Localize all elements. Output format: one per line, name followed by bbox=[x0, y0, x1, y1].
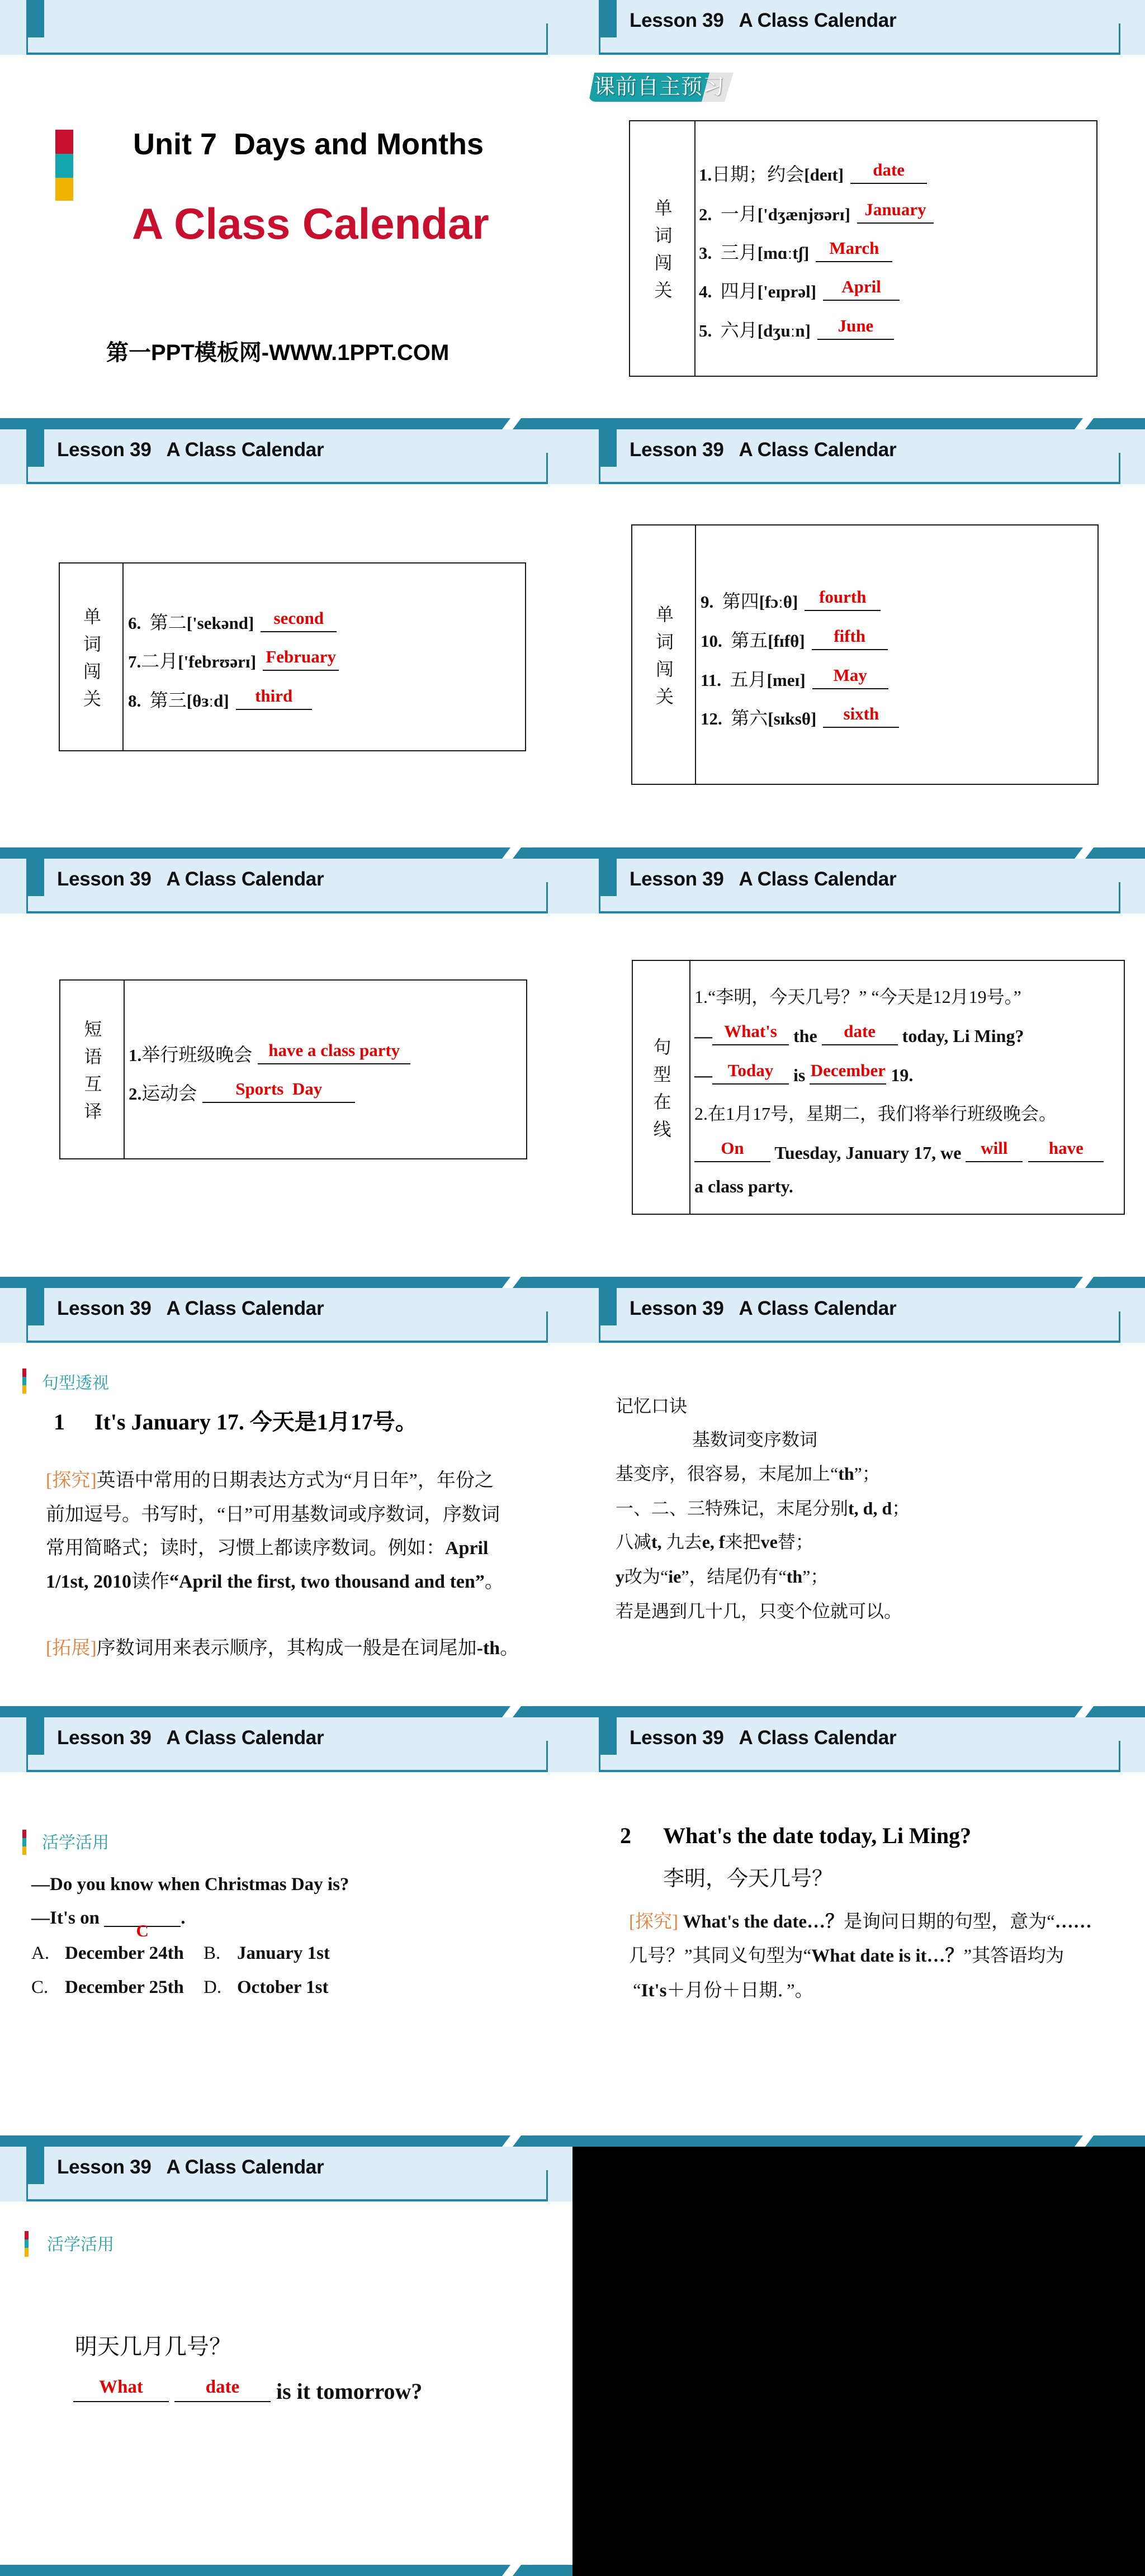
option-text: December 24th bbox=[65, 1943, 184, 1963]
option-d bbox=[204, 1976, 328, 1999]
table-label-cell bbox=[60, 564, 122, 750]
header-accent-block bbox=[26, 859, 44, 896]
question-1-prompt bbox=[694, 986, 1021, 1008]
text-segment: y bbox=[616, 1566, 624, 1587]
slide-vocab-1 bbox=[572, 0, 1145, 429]
footer-bar bbox=[0, 2135, 572, 2147]
text-segment: It's bbox=[641, 1981, 667, 2001]
answer-blank bbox=[258, 1040, 410, 1064]
text-segment: 常用简略式；读时，习惯上都读序数词。例如： bbox=[46, 1538, 445, 1559]
text-segment: ie bbox=[668, 1566, 682, 1587]
answer-text: fifth bbox=[834, 626, 866, 646]
item-chinese: 运动会 bbox=[141, 1084, 197, 1104]
answer-text: Today bbox=[727, 1060, 774, 1080]
vocab-table bbox=[631, 524, 1099, 785]
heading-sentence: What's the date today, Li Ming? bbox=[663, 1823, 972, 1848]
prompt-chinese: 明天几月几号？ bbox=[75, 2334, 231, 2359]
mnemonic-line bbox=[616, 1565, 828, 1588]
item-number: 3. bbox=[699, 243, 721, 263]
mnemonic-subtitle: 基数词变序数词 bbox=[692, 1429, 818, 1450]
item-phonetic: [mɑːtʃ] bbox=[757, 243, 810, 263]
mnemonic-line bbox=[616, 1497, 910, 1519]
text-segment: 基变序，很容易，末尾加上“ bbox=[616, 1464, 839, 1484]
table-label-cell bbox=[633, 961, 689, 1214]
text-segment: ＋月份＋日期．”。 bbox=[666, 1981, 813, 2001]
item-phonetic: [fɔːθ] bbox=[759, 592, 798, 612]
heading-number: 2 bbox=[620, 1823, 631, 1848]
teal-accent-bar bbox=[55, 154, 73, 178]
answer-blank bbox=[857, 200, 934, 224]
slide-sentence-analysis-1 bbox=[0, 1288, 572, 1717]
heading-number: 1 bbox=[54, 1409, 65, 1434]
text-segment: 若是遇到几十几，只变个位就可以。 bbox=[616, 1601, 902, 1621]
section-label: 句型透视 bbox=[42, 1374, 109, 1393]
answer-blank bbox=[823, 704, 899, 728]
header-accent-block bbox=[599, 859, 617, 896]
header-accent-block bbox=[599, 0, 617, 37]
footer-bar bbox=[572, 1706, 1145, 1717]
table-label-cell bbox=[630, 121, 694, 376]
item-phonetic: [deɪt] bbox=[804, 165, 844, 184]
item-chinese: 第四 bbox=[722, 592, 759, 612]
answer-blank bbox=[823, 277, 900, 301]
text-segment: t, d, d bbox=[848, 1498, 892, 1518]
item-number: 10. bbox=[701, 631, 731, 651]
header-accent-block bbox=[26, 2147, 44, 2184]
fill-line bbox=[73, 2378, 422, 2405]
section-label: 活学活用 bbox=[42, 1834, 109, 1852]
answer-blank bbox=[202, 1079, 355, 1103]
slide-vocab-3 bbox=[572, 429, 1145, 859]
option-a bbox=[31, 1942, 184, 1964]
header-accent-block bbox=[26, 429, 44, 467]
sentence-segment: the bbox=[789, 1026, 822, 1046]
option-text: October 1st bbox=[237, 1977, 329, 1997]
slide-phrases bbox=[0, 859, 572, 1288]
answer-suffix: . bbox=[181, 1908, 186, 1928]
sentence-segment: is bbox=[789, 1065, 810, 1085]
vocab-item bbox=[699, 316, 894, 342]
prompt-text: 1.“李明，今天几号？” “今天是12月19号。” bbox=[694, 987, 1021, 1007]
sentence-segment: today, Li Ming? bbox=[897, 1026, 1024, 1046]
vocab-item bbox=[701, 665, 888, 692]
answer-blank bbox=[816, 238, 892, 262]
item-number: 7. bbox=[128, 652, 141, 671]
answer-blank bbox=[850, 160, 927, 184]
answer-text: date bbox=[844, 1021, 876, 1041]
answer-blank bbox=[712, 1021, 789, 1045]
section-marker-icon bbox=[22, 1368, 26, 1394]
lesson-header-title: Lesson 39 A Class Calendar bbox=[57, 439, 324, 461]
item-number: 2. bbox=[129, 1084, 142, 1104]
header-accent-block bbox=[26, 0, 44, 37]
lesson-header-title: Lesson 39 A Class Calendar bbox=[57, 868, 324, 890]
answer-text: third bbox=[255, 686, 293, 705]
answer-line bbox=[31, 1907, 186, 1940]
answer-blank bbox=[104, 1910, 181, 1940]
option-text: January 1st bbox=[237, 1943, 330, 1963]
answer-blank bbox=[812, 626, 888, 650]
item-chinese: 举行班级晚会 bbox=[141, 1045, 253, 1066]
question-2-line-1 bbox=[694, 1138, 1104, 1164]
vocab-item bbox=[699, 238, 892, 264]
option-letter: A. bbox=[31, 1943, 50, 1963]
item-chinese: 日期；约会 bbox=[712, 165, 805, 185]
item-number: 8. bbox=[128, 691, 150, 711]
section-label: 活学活用 bbox=[47, 2236, 114, 2254]
vocab-item bbox=[701, 587, 881, 613]
mnemonic-line bbox=[616, 1600, 902, 1622]
header-accent-block bbox=[26, 1288, 44, 1325]
answer-text: sixth bbox=[843, 704, 879, 723]
item-number: 1. bbox=[129, 1045, 142, 1065]
table-divider bbox=[694, 121, 695, 376]
item-chinese: 四月 bbox=[720, 282, 758, 302]
option-letter: C. bbox=[31, 1977, 49, 1997]
option-b bbox=[204, 1942, 330, 1964]
table-divider bbox=[122, 564, 124, 750]
answer-text: February bbox=[266, 647, 337, 666]
vocab-item bbox=[699, 200, 934, 226]
mnemonic-title: 记忆口诀 bbox=[616, 1396, 688, 1416]
text-segment: t, bbox=[651, 1532, 662, 1552]
vocab-item bbox=[701, 626, 888, 652]
footer-bar bbox=[0, 2565, 572, 2576]
explore-line bbox=[46, 1470, 494, 1492]
lesson-header-title: Lesson 39 A Class Calendar bbox=[630, 868, 897, 890]
answer-text: What's bbox=[724, 1021, 777, 1041]
text-segment: 八减 bbox=[616, 1532, 652, 1552]
text-segment: “April the first, two thousand and ten” bbox=[169, 1571, 485, 1592]
table-label: 单词闯关 bbox=[652, 198, 673, 308]
text-segment: What's the date…？ bbox=[678, 1912, 844, 1932]
answer-text: April bbox=[841, 277, 881, 296]
lesson-title: A Class Calendar bbox=[132, 199, 489, 248]
answer-text: date bbox=[205, 2377, 240, 2397]
item-number: 5. bbox=[699, 321, 721, 340]
slide-practice-choice bbox=[0, 1717, 572, 2147]
dash: — bbox=[694, 1065, 712, 1085]
dash: — bbox=[694, 1026, 712, 1046]
footer-bar bbox=[572, 418, 1145, 429]
answer-text: March bbox=[829, 238, 879, 258]
answer-text: On bbox=[721, 1138, 744, 1158]
header-accent-block bbox=[599, 1288, 617, 1325]
answer-blank bbox=[263, 647, 339, 671]
answer-text: Sports Day bbox=[235, 1079, 323, 1098]
text-segment: What date is it…？ bbox=[811, 1946, 964, 1966]
table-divider bbox=[124, 981, 125, 1158]
text-segment: 序数词用来表示顺序，其构成一般是在词尾加 bbox=[96, 1638, 477, 1659]
explore-line bbox=[629, 1911, 1092, 1933]
vocab-item bbox=[128, 686, 312, 712]
header-frame bbox=[26, 23, 548, 55]
item-phonetic: [fɪfθ] bbox=[768, 631, 805, 651]
text-segment: -th bbox=[476, 1638, 500, 1659]
item-number: 1. bbox=[699, 165, 712, 184]
item-phonetic: ['eɪprəl] bbox=[757, 282, 817, 301]
unit-title: Unit 7 Days and Months bbox=[133, 127, 484, 161]
item-phonetic: [θɜːd] bbox=[186, 691, 229, 711]
answer-prefix: —It's on bbox=[31, 1908, 105, 1928]
lesson-header-title: Lesson 39 A Class Calendar bbox=[57, 1298, 324, 1319]
text-segment: 来把 bbox=[725, 1532, 761, 1552]
item-phonetic: [dʒuːn] bbox=[757, 321, 811, 340]
item-phonetic: ['febrʊərɪ] bbox=[178, 652, 257, 671]
sentence-segment: a class party. bbox=[694, 1176, 793, 1196]
answer-text: C bbox=[136, 1921, 149, 1940]
table-label: 单词闯关 bbox=[654, 604, 674, 714]
answer-text: will bbox=[981, 1138, 1008, 1158]
text-segment: 英语中常用的日期表达方式为“月日年”，年份之 bbox=[96, 1470, 494, 1491]
text-segment: th bbox=[786, 1566, 803, 1587]
sentence-segment: Tuesday, January 17, we bbox=[770, 1143, 966, 1163]
text-segment: ve bbox=[760, 1532, 778, 1552]
answer-blank bbox=[817, 316, 894, 340]
explore-tag: [探究] bbox=[629, 1912, 678, 1932]
answer-text: January bbox=[864, 200, 926, 219]
text-segment: ”； bbox=[802, 1566, 829, 1587]
text-segment: 读作 bbox=[131, 1571, 169, 1592]
text-segment: ”，结尾仍有“ bbox=[681, 1566, 787, 1587]
phrase-table bbox=[59, 979, 527, 1159]
answer-blank bbox=[810, 1060, 886, 1085]
footer-bar bbox=[572, 847, 1145, 859]
slide-title bbox=[0, 0, 572, 429]
phrase-item bbox=[129, 1079, 355, 1105]
option-letter: D. bbox=[204, 1977, 222, 1997]
item-phonetic: ['dʒænjʊərɪ] bbox=[757, 205, 850, 224]
answer-blank bbox=[822, 1021, 898, 1045]
question-2-line-2 bbox=[694, 1175, 793, 1197]
text-segment: ； bbox=[892, 1498, 910, 1518]
vocab-item bbox=[699, 160, 927, 186]
text-segment: 是询问日期的句型，意为“ bbox=[844, 1912, 1055, 1932]
mnemonic-line bbox=[616, 1531, 813, 1553]
item-chinese: 二月 bbox=[141, 652, 178, 672]
sentence-segment: 19. bbox=[891, 1065, 914, 1085]
table-label: 短语互译 bbox=[82, 1019, 102, 1129]
heading-sentence: It's January 17. 今天是1月17号。 bbox=[94, 1409, 418, 1434]
answer-text: have bbox=[1048, 1138, 1084, 1158]
slide-practice-fill bbox=[0, 2147, 572, 2576]
text-segment: ”其答语均为 bbox=[963, 1946, 1064, 1966]
vocab-item bbox=[699, 277, 900, 303]
item-number: 2. bbox=[699, 205, 721, 224]
explore-line bbox=[633, 1980, 813, 2002]
text-segment: …… bbox=[1054, 1912, 1092, 1932]
answer-blank bbox=[805, 587, 881, 611]
section-marker-icon bbox=[22, 1830, 26, 1855]
item-phonetic: [meɪ] bbox=[767, 670, 806, 690]
footer-bar bbox=[572, 2135, 1145, 2147]
red-accent-bar bbox=[55, 130, 73, 154]
item-phonetic: ['sekənd] bbox=[186, 613, 254, 633]
slide-sentence-analysis-2 bbox=[572, 1717, 1145, 2147]
answer-blank bbox=[1028, 1138, 1104, 1162]
vocab-item bbox=[128, 647, 339, 673]
answer-text: June bbox=[838, 316, 874, 335]
table-label: 句型在线 bbox=[651, 1037, 671, 1147]
vocab-item bbox=[128, 608, 337, 634]
item-chinese: 第二 bbox=[149, 613, 187, 633]
item-chinese: 三月 bbox=[720, 243, 758, 263]
footer-bar bbox=[0, 1706, 572, 1717]
text-segment: 改为“ bbox=[624, 1566, 669, 1587]
header-accent-block bbox=[599, 429, 617, 467]
question-text bbox=[31, 1873, 349, 1896]
text-segment: 九去 bbox=[661, 1532, 702, 1552]
lesson-header-title: Lesson 39 A Class Calendar bbox=[630, 439, 897, 461]
footer-bar bbox=[0, 847, 572, 859]
text-segment: 前加逗号。书写时，“日”可用基数词或序数词，序数词 bbox=[46, 1504, 500, 1525]
lesson-header-title: Lesson 39 A Class Calendar bbox=[57, 2156, 324, 2178]
slide-mnemonic bbox=[572, 1288, 1145, 1717]
answer-blank bbox=[261, 608, 337, 632]
phrase-item bbox=[129, 1040, 410, 1067]
item-number: 9. bbox=[701, 592, 722, 612]
answer-text: fourth bbox=[819, 587, 867, 607]
answer-text: What bbox=[99, 2377, 143, 2397]
lesson-header-title: Lesson 39 A Class Calendar bbox=[630, 1298, 897, 1319]
option-text: December 25th bbox=[65, 1977, 184, 1997]
lesson-header-title: Lesson 39 A Class Calendar bbox=[630, 10, 897, 31]
text-segment: 。 bbox=[500, 1638, 519, 1659]
item-chinese: 六月 bbox=[720, 321, 758, 341]
explore-line bbox=[46, 1571, 504, 1593]
sentence-tail: is it tomorrow? bbox=[271, 2379, 423, 2404]
answer-blank bbox=[694, 1138, 770, 1162]
item-phonetic: [sɪksθ] bbox=[768, 709, 817, 728]
question-2-prompt bbox=[694, 1102, 1057, 1125]
item-chinese: 五月 bbox=[730, 670, 767, 690]
text-segment: “ bbox=[633, 1981, 641, 2001]
slide-vocab-2 bbox=[0, 429, 572, 859]
yellow-accent-bar bbox=[55, 178, 73, 201]
answer-blank bbox=[812, 665, 888, 689]
header-accent-block bbox=[26, 1717, 44, 1755]
item-chinese: 第五 bbox=[731, 631, 768, 651]
extend-tag: [拓展] bbox=[46, 1638, 97, 1659]
explore-line bbox=[46, 1504, 500, 1526]
text-segment: 替； bbox=[777, 1532, 813, 1552]
slide-sentence-patterns bbox=[572, 859, 1145, 1288]
text-segment: April bbox=[445, 1538, 489, 1559]
table-divider bbox=[695, 525, 696, 784]
section-badge-label: 课前自主预习 bbox=[594, 75, 725, 99]
answer-blank bbox=[174, 2377, 271, 2402]
item-number: 12. bbox=[701, 709, 731, 728]
item-number: 11. bbox=[701, 670, 730, 690]
item-chinese: 一月 bbox=[720, 205, 758, 225]
table-label: 单词闯关 bbox=[81, 607, 101, 717]
text-segment: 几号？”其同义句型为“ bbox=[629, 1946, 812, 1966]
text-segment: th bbox=[838, 1464, 854, 1484]
text-segment: e, f bbox=[702, 1532, 725, 1552]
footer-bar bbox=[572, 1277, 1145, 1288]
answer-text: have a class party bbox=[268, 1040, 400, 1060]
question-1-line-1 bbox=[694, 1021, 1024, 1047]
footer-bar bbox=[0, 1277, 572, 1288]
item-chinese: 第六 bbox=[731, 709, 768, 729]
question: —Do you know when Christmas Day is? bbox=[31, 1874, 349, 1895]
header-accent-block bbox=[599, 1717, 617, 1755]
section-marker-icon bbox=[25, 2231, 29, 2257]
item-chinese: 第三 bbox=[149, 691, 187, 711]
lesson-header-title: Lesson 39 A Class Calendar bbox=[57, 1727, 324, 1749]
table-label-cell bbox=[60, 981, 124, 1158]
footer-bar bbox=[0, 418, 572, 429]
answer-text: December bbox=[810, 1060, 886, 1080]
text-segment: 。 bbox=[484, 1571, 504, 1592]
explore-line bbox=[46, 1537, 488, 1560]
answer-text: second bbox=[273, 608, 324, 628]
question-1-line-2 bbox=[694, 1060, 914, 1086]
answer-blank bbox=[236, 686, 312, 710]
prompt-text: 2.在1月17号，星期二，我们将举行班级晚会。 bbox=[694, 1104, 1057, 1124]
mnemonic-line bbox=[616, 1462, 880, 1485]
website-watermark: 第一PPT模板网-WWW.1PPT.COM bbox=[106, 340, 450, 365]
explore-tag: [探究] bbox=[46, 1470, 97, 1491]
explore-line bbox=[629, 1945, 1064, 1967]
item-number: 6. bbox=[128, 613, 150, 633]
answer-blank bbox=[712, 1060, 789, 1085]
item-number: 4. bbox=[699, 282, 721, 301]
option-letter: B. bbox=[204, 1943, 221, 1963]
answer-text: date bbox=[873, 160, 905, 179]
empty-slide-panel bbox=[572, 2147, 1145, 2576]
extend-line bbox=[46, 1637, 519, 1660]
option-c bbox=[31, 1976, 184, 1999]
vocab-item bbox=[701, 704, 899, 730]
table-label-cell bbox=[632, 525, 695, 784]
lesson-header-title: Lesson 39 A Class Calendar bbox=[630, 1727, 897, 1749]
heading-translation: 李明，今天几号？ bbox=[663, 1867, 834, 1891]
text-segment: 一、二、三特殊记，末尾分别 bbox=[616, 1498, 849, 1518]
table-divider bbox=[689, 961, 690, 1214]
answer-text: May bbox=[833, 665, 867, 685]
text-segment: ”； bbox=[854, 1464, 880, 1484]
text-segment: 1/1st, 2010 bbox=[46, 1571, 131, 1592]
